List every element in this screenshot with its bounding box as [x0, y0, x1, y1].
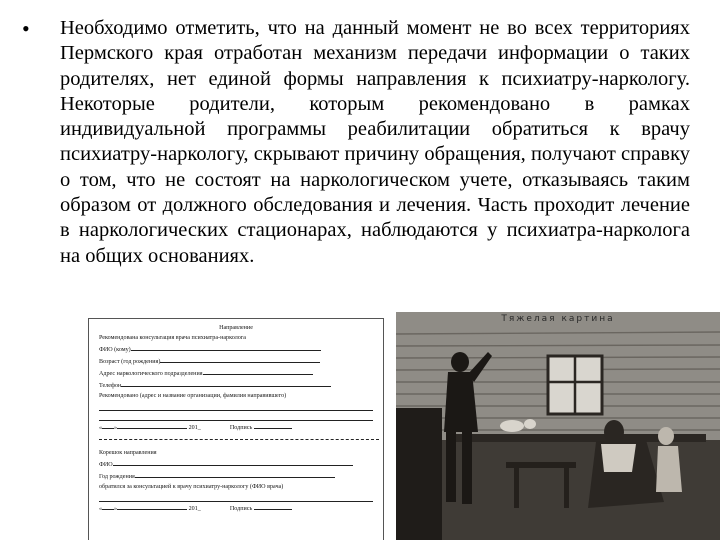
woman-shawl: [601, 444, 636, 472]
illustration-drawing: [396, 312, 720, 540]
form-blank-line: [99, 401, 373, 411]
form-phone-line: [121, 379, 331, 387]
date-quote-open: «: [99, 506, 103, 512]
signature-line: [254, 502, 292, 510]
signature-label: Подпись: [229, 425, 253, 431]
signature-label: Подпись: [229, 506, 253, 512]
date-year: 201_: [188, 506, 201, 512]
stub-birth-row: [99, 470, 373, 482]
form-title: Направление: [219, 325, 253, 331]
form-fio-line: [131, 343, 321, 351]
date-quote-close: »: [114, 506, 118, 512]
form-recommended-label: Рекомендовано (адрес и название организации, фамилия направившего): [99, 393, 287, 399]
stub-fio-line: [113, 458, 353, 466]
form-cut-line: [99, 433, 379, 440]
form-age-line: [160, 355, 320, 363]
stub-applied: обратился за консультацией к врачу психиатру-наркологу (ФИО врача): [99, 484, 284, 490]
date-quote-close: »: [114, 425, 118, 431]
stub-birth-label: Год рождения: [99, 474, 135, 480]
stub-fio-row: [99, 458, 373, 470]
bullet-marker: •: [22, 16, 30, 41]
date-month-line: [117, 502, 187, 510]
date-day-line: [102, 502, 114, 510]
stub-blank-line: [99, 492, 373, 502]
date-month-line: [117, 421, 187, 429]
form-age-label: Возраст (год рождения): [99, 359, 161, 365]
date-year: 201_: [188, 425, 201, 431]
illustration: [396, 312, 720, 540]
form-phone-row: [99, 379, 373, 391]
dark-corner: [396, 408, 442, 540]
date-quote-open: «: [99, 425, 103, 431]
form-address-line: [203, 367, 313, 375]
form-phone-label: Телефон: [99, 383, 122, 389]
form-purpose: Рекомендована консультация врача психиатра-нарколога: [99, 335, 246, 341]
bullet-text: Необходимо отметить, что на данный момент не во всех территориях Пермского края отработан механизм передачи информации о таких родителях, нет единой формы направления к психиатру-наркологу. Некоторые родители, которым рекомендовано в рамках индивидуальной программы реабилитации обратиться к врачу психиатру-наркологу, скрывают причину обращения, получают справку о том, что не состоят на наркологическом учете, отказываясь таким образом от должного обследования и лечения. Часть проходит лечение в наркологических стационарах, наблюдаются у психиатра-нарколога на общих основаниях.: [60, 17, 690, 267]
form-fio-row: [99, 343, 373, 355]
referral-form: [88, 318, 384, 540]
form-blank-line: [99, 411, 373, 421]
form-address-label: Адрес наркологического подразделения: [99, 371, 203, 377]
signature-line: [254, 421, 292, 429]
stub-date-row: [99, 502, 373, 514]
stub-title: Корешок направления: [99, 450, 157, 456]
form-date-row: [99, 421, 373, 433]
form-fio-label: ФИО (кому): [99, 347, 131, 353]
table: [506, 462, 576, 468]
stub-birth-line: [135, 470, 335, 478]
stub-fio-label: ФИО: [99, 462, 113, 468]
form-age-row: [99, 355, 373, 367]
illustration-caption: Тяжелая картина: [501, 314, 615, 324]
date-day-line: [102, 421, 114, 429]
form-address-row: [99, 367, 373, 379]
